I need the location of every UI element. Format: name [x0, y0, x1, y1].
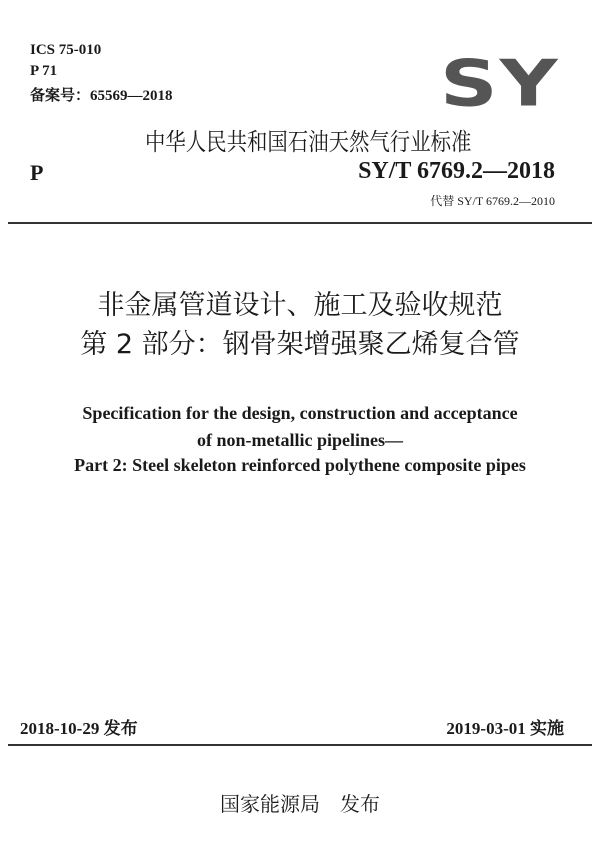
implementation-date: 2019-03-01 实施	[446, 719, 564, 738]
title-en-line2: of non-metallic pipelines—	[197, 430, 403, 450]
filing-number: 备案号：65569—2018	[30, 88, 173, 104]
category-letter: P	[30, 160, 44, 185]
replaces-note: 代替 SY/T 6769.2—2010	[430, 194, 555, 208]
title-zh-line1: 非金属管道设计、施工及验收规范	[97, 290, 503, 321]
issue-date: 2018-10-29 发布	[20, 719, 138, 738]
standard-type: 中华人民共和国石油天然气行业标准	[145, 128, 472, 156]
ccs-code: P 71	[30, 63, 58, 79]
footer-rule	[8, 744, 592, 746]
sy-logo: SY	[440, 46, 560, 121]
title-en-line3: Part 2: Steel skeleton reinforced polythene composite pipes	[74, 455, 526, 475]
header-rule	[8, 222, 592, 224]
ics-code: ICS 75-010	[30, 42, 102, 58]
title-en-line1: Specification for the design, construction and acceptance	[82, 403, 518, 423]
publisher: 国家能源局 发布	[220, 792, 380, 816]
title-zh-line2: 第 2 部分：钢骨架增强聚乙烯复合管	[80, 329, 520, 360]
standard-number: SY/T 6769.2—2018	[358, 158, 555, 184]
